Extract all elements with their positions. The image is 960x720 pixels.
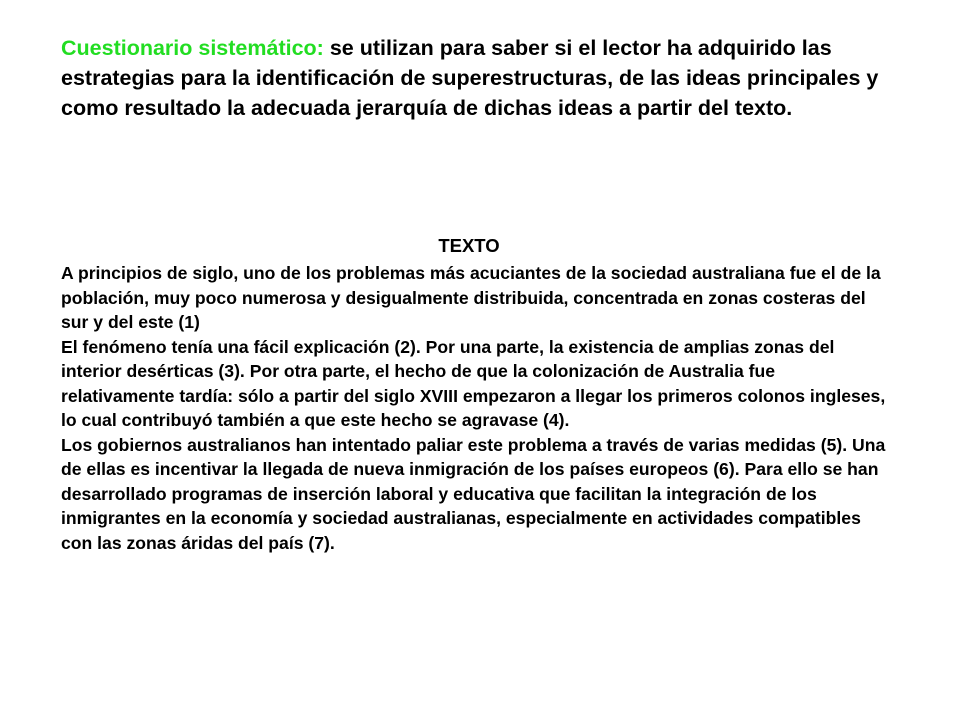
texto-title: TEXTO	[438, 235, 500, 256]
texto-paragraph-3: Los gobiernos australianos han intentado paliar este problema a través de varias medidas (5). Una de ellas es incentivar la llegada de nueva inmigración de los países europeos (6). Para ello se han desarrollado programas de inserción laboral y educativa que facilitan la integración de los inmigrantes en la economía y sociedad australianas, especialmente en actividades compatibles con las zonas áridas del país (7).	[61, 434, 886, 553]
texto-paragraph-2: El fenómeno tenía una fácil explicación (2). Por una parte, la existencia de amplias zonas del interior desérticas (3). Por otra parte, el hecho de que la colonización de Australia fue relativamente tardía: sólo a partir del siglo XVIII empezaron a llegar los primeros colonos ingleses, lo cual contribuyó también a que este hecho se agravase (4).	[61, 336, 886, 430]
intro-term: Cuestionario sistemático:	[61, 36, 324, 60]
intro-paragraph	[61, 33, 881, 123]
intro-text: se utilizan para saber si el lector ha adquirido las estrategias para la identificación de superestructuras, de las ideas principales y como resultado la adecuada jerarquía de dichas ideas a partir del texto.	[61, 36, 879, 120]
texto-body	[61, 261, 891, 555]
texto-paragraph-1: A principios de siglo, uno de los problemas más acuciantes de la sociedad australiana fue el de la población, muy poco numerosa y desigualmente distribuida, concentrada en zonas costeras del sur y del este (1)	[61, 263, 881, 332]
